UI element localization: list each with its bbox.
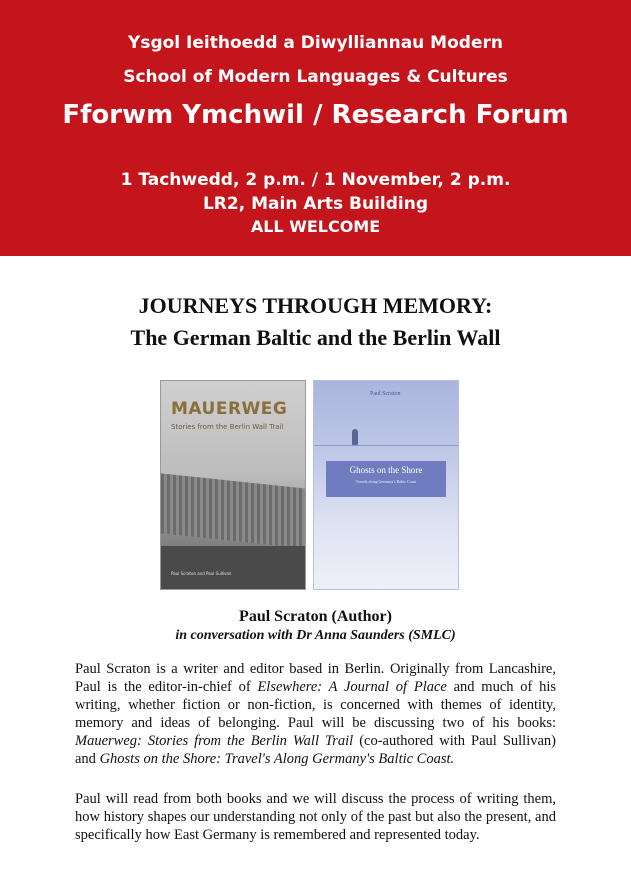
horizon-line [314, 445, 459, 446]
school-name-welsh: Ysgol Ieithoedd a Diwylliannau Modern [128, 33, 503, 53]
book-cover-author: Paul Scraton [370, 391, 401, 397]
journal-title: Elsewhere: A Journal of Place [257, 679, 447, 695]
p1-text-c: (co-authored with Paul Sullivan) and [75, 733, 556, 767]
road-shape [161, 546, 306, 590]
reading-paragraph: Paul will read from both books and we will discuss the process of writing them, how history shapes our understanding not only of the past but also the present, and specifically how East Germany is remembered and represented today. [75, 791, 556, 843]
book-cover-ghosts-on-the-shore [313, 380, 459, 590]
berlin-wall-photo-icon [161, 473, 306, 548]
book-title-mauerweg: Mauerweg: Stories from the Berlin Wall Trail [75, 733, 354, 749]
description-paragraph [75, 660, 556, 768]
conversation-line: in conversation with Dr Anna Saunders (SMLC) [175, 628, 456, 643]
welcome-note: ALL WELCOME [250, 217, 381, 236]
shore-figure-photo-icon [352, 429, 358, 445]
p1-text-b: and much of his writing, whether fiction or non-fiction, is concerned with themes of identity, memory and ideas of belonging. Paul will be discussing two of his books: [75, 679, 556, 731]
p1-text-a: Paul Scraton is a writer and editor based in Berlin. Originally from Lancashire, Paul is the editor-in-chief of [75, 661, 556, 695]
event-location: LR2, Main Arts Building [202, 194, 429, 214]
book-cover-mauerweg [160, 380, 306, 590]
book-cover-title: Ghosts on the Shore [349, 465, 423, 475]
book-cover-subtitle: Travels along Germany's Baltic Coast [355, 479, 417, 484]
school-name-english: School of Modern Languages & Cultures [123, 67, 508, 87]
forum-title: Fforwm Ymchwil / Research Forum [62, 100, 569, 130]
book-cover-title: MAUERWEG [171, 399, 288, 419]
talk-subtitle: The German Baltic and the Berlin Wall [130, 325, 501, 350]
event-date-time: 1 Tachwedd, 2 p.m. / 1 November, 2 p.m. [120, 170, 511, 190]
talk-title: JOURNEYS THROUGH MEMORY: [138, 293, 493, 318]
speaker-name: Paul Scraton (Author) [239, 608, 392, 625]
book-cover-subtitle: Stories from the Berlin Wall Trail [171, 423, 284, 431]
book-cover-authors: Paul Scraton and Paul Sullivan [171, 571, 232, 576]
book-title-ghosts: Ghosts on the Shore: Travel's Along Germany's Baltic Coast. [99, 751, 455, 767]
header-banner [0, 0, 631, 256]
